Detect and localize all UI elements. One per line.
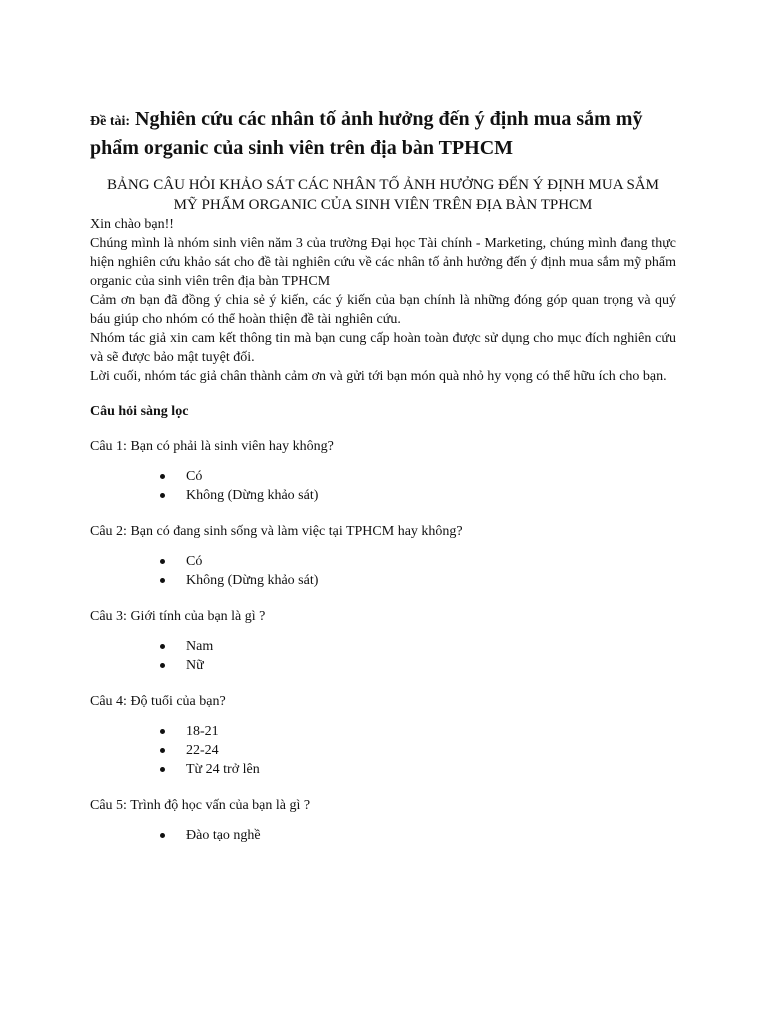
option-label: Không (Dừng khảo sát) <box>186 488 319 503</box>
intro-paragraph: Chúng mình là nhóm sinh viên năm 3 của trường Đại học Tài chính - Marketing, chúng mình đang thực hiện nghiên cứu khảo sát cho đề tài nghiên cứu về các nhân tố ảnh hưởng đến ý định mua sắm mỹ phẩm organic của sinh viên trên địa bàn TPHCM <box>90 236 676 289</box>
option-label: Có <box>186 469 203 484</box>
option-item[interactable] <box>160 486 676 505</box>
question-5: Câu 5: Trình độ học vấn của bạn là gì ? <box>90 798 311 813</box>
screening-heading: Câu hỏi sàng lọc <box>90 404 189 419</box>
survey-title <box>90 175 676 215</box>
bullet-icon <box>160 578 165 583</box>
option-item[interactable] <box>160 656 676 675</box>
question-2-options <box>90 552 676 590</box>
option-label: Nữ <box>186 658 204 673</box>
survey-title-line-1: BẢNG CÂU HỎI KHẢO SÁT CÁC NHÂN TỐ ẢNH HƯỞNG ĐẾN Ý ĐỊNH MUA SẮM <box>107 177 659 193</box>
option-item[interactable] <box>160 741 676 760</box>
question-3: Câu 3: Giới tính của bạn là gì ? <box>90 609 266 624</box>
topic-heading <box>90 106 676 161</box>
option-label: 22-24 <box>186 743 219 758</box>
bullet-icon <box>160 767 165 772</box>
question-1: Câu 1: Bạn có phải là sinh viên hay không? <box>90 439 334 454</box>
thanks-paragraph: Cảm ơn bạn đã đồng ý chia sẻ ý kiến, các ý kiến của bạn chính là những đóng góp quan trọng và quý báu giúp cho nhóm có thể hoàn thiện đề tài nghiên cứu. <box>90 293 676 327</box>
commitment-paragraph: Nhóm tác giả xin cam kết thông tin mà bạn cung cấp hoàn toàn được sử dụng cho mục đích nghiên cứu và sẽ được bảo mật tuyệt đối. <box>90 331 676 365</box>
option-label: Từ 24 trở lên <box>186 762 260 777</box>
topic-title: Nghiên cứu các nhân tố ảnh hưởng đến ý định mua sắm mỹ phẩm organic của sinh viên trên địa bàn TPHCM <box>90 108 643 159</box>
option-label: Không (Dừng khảo sát) <box>186 573 319 588</box>
bullet-icon <box>160 748 165 753</box>
option-item[interactable] <box>160 760 676 779</box>
closing-paragraph: Lời cuối, nhóm tác giả chân thành cảm ơn và gửi tới bạn món quà nhỏ hy vọng có thể hữu ích cho bạn. <box>90 369 667 384</box>
option-item[interactable] <box>160 552 676 571</box>
question-5-options <box>90 826 676 845</box>
option-item[interactable] <box>160 826 676 845</box>
greeting-paragraph: Xin chào bạn!! <box>90 217 174 232</box>
question-3-options <box>90 637 676 675</box>
option-label: 18-21 <box>186 724 219 739</box>
bullet-icon <box>160 474 165 479</box>
option-label: Có <box>186 554 203 569</box>
bullet-icon <box>160 729 165 734</box>
question-1-options <box>90 467 676 505</box>
option-item[interactable] <box>160 722 676 741</box>
question-4-options <box>90 722 676 779</box>
option-label: Đào tạo nghề <box>186 828 261 843</box>
option-item[interactable] <box>160 637 676 656</box>
bullet-icon <box>160 663 165 668</box>
question-2: Câu 2: Bạn có đang sinh sống và làm việc tại TPHCM hay không? <box>90 524 463 539</box>
topic-prefix: Đề tài: <box>90 114 131 129</box>
bullet-icon <box>160 833 165 838</box>
document-page <box>90 106 676 845</box>
bullet-icon <box>160 644 165 649</box>
option-item[interactable] <box>160 571 676 590</box>
option-label: Nam <box>186 639 214 654</box>
bullet-icon <box>160 493 165 498</box>
question-4: Câu 4: Độ tuổi của bạn? <box>90 694 226 709</box>
survey-title-line-2: MỸ PHẨM ORGANIC CỦA SINH VIÊN TRÊN ĐỊA BÀN TPHCM <box>173 197 593 213</box>
option-item[interactable] <box>160 467 676 486</box>
bullet-icon <box>160 559 165 564</box>
